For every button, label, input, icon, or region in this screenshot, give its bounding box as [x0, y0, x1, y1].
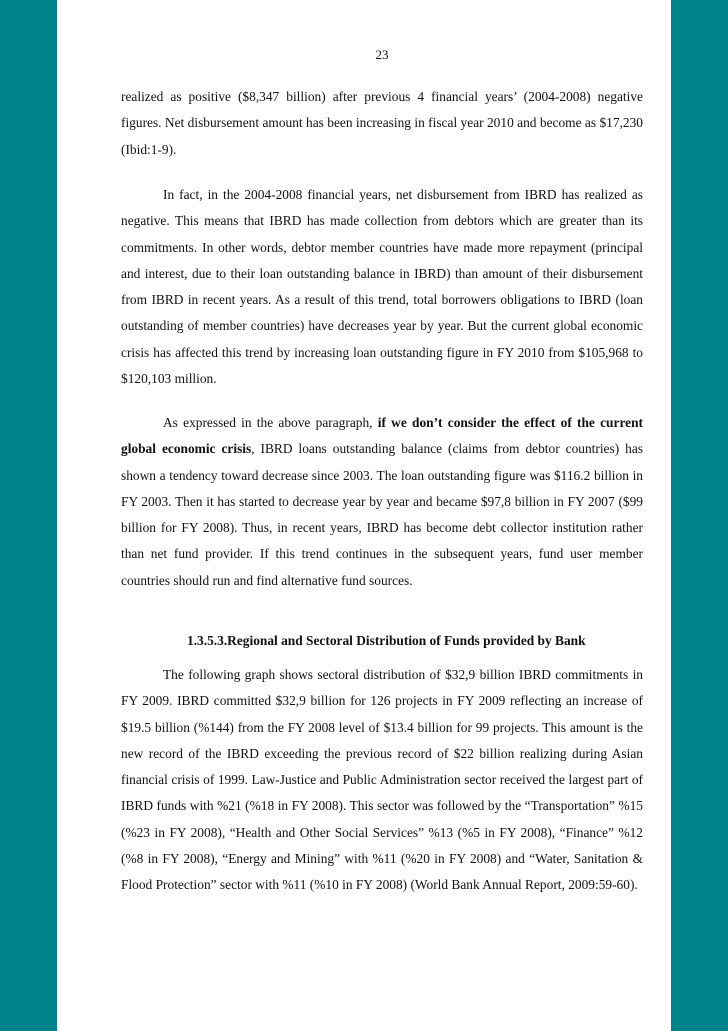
paragraph-lead-text: As expressed in the above paragraph,: [163, 415, 378, 430]
paragraph-continuation: realized as positive ($8,347 billion) after previous 4 financial years’ (2004-2008) negative figures. Net disbursement amount has been increasing in fiscal year 2010 and become as $17,230 (Ibid:1-9).: [121, 89, 643, 157]
paragraph-body-text: , IBRD loans outstanding balance (claims from debtor countries) has shown a tendency toward decrease since 2003. The loan outstanding figure was $116.2 billion in FY 2003. Then it has started to decrease year by year and became $97,8 billion in FY 2007 ($99 billion for FY 2008). Thus, in recent years, IBRD has become debt collector institution rather than net fund provider. If this trend continues in the subsequent years, fund user member countries should run and find alternative fund sources.: [121, 441, 643, 588]
page-number: 23: [375, 47, 389, 62]
paragraph-net-disbursement: In fact, in the 2004-2008 financial years, net disbursement from IBRD has realized as negative. This means that IBRD has made collection from debtors which are greater than its commitments. In other words, debtor member countries have made more repayment (principal and interest, due to their loan outstanding balance in IBRD) than amount of their disbursement from IBRD in recent years. As a result of this trend, total borrowers obligations to IBRD (loan outstanding of member countries) have decreases year by year. But the current global economic crisis has affected this trend by increasing loan outstanding figure in FY 2010 from $105,968 to $120,103 million.: [121, 187, 643, 387]
left-margin-band: [0, 0, 57, 1031]
section-heading: 1.3.5.3.Regional and Sectoral Distribution of Funds provided by Bank: [187, 633, 586, 648]
right-margin-band: [671, 0, 728, 1031]
emphasized-text: if we don’t consider the effect of the current global economic crisis: [121, 415, 643, 457]
paragraph-sectoral-distribution: The following graph shows sectoral distribution of $32,9 billion IBRD commitments in FY 2009. IBRD committed $32,9 billion for 126 projects in FY 2009 reflecting an increase of $19.5 billion (%144) from the FY 2008 level of $13.4 billion for 99 projects. This amount is the new record of the IBRD exceeding the previous record of $22 billion realizing during Asian financial crisis of 1999. Law-Justice and Public Administration sector received the largest part of IBRD funds with %21 (%18 in FY 2008). This sector was followed by the “Transportation” %15 (%23 in FY 2008), “Health and Other Social Services” %13 (%5 in FY 2008), “Finance” %12 (%8 in FY 2008), “Energy and Mining” with %11 (%20 in FY 2008) and “Water, Sanitation & Flood Protection” sector with %11 (%10 in FY 2008) (World Bank Annual Report, 2009:59-60).: [121, 667, 643, 893]
paragraph-loan-outstanding: [121, 410, 643, 594]
